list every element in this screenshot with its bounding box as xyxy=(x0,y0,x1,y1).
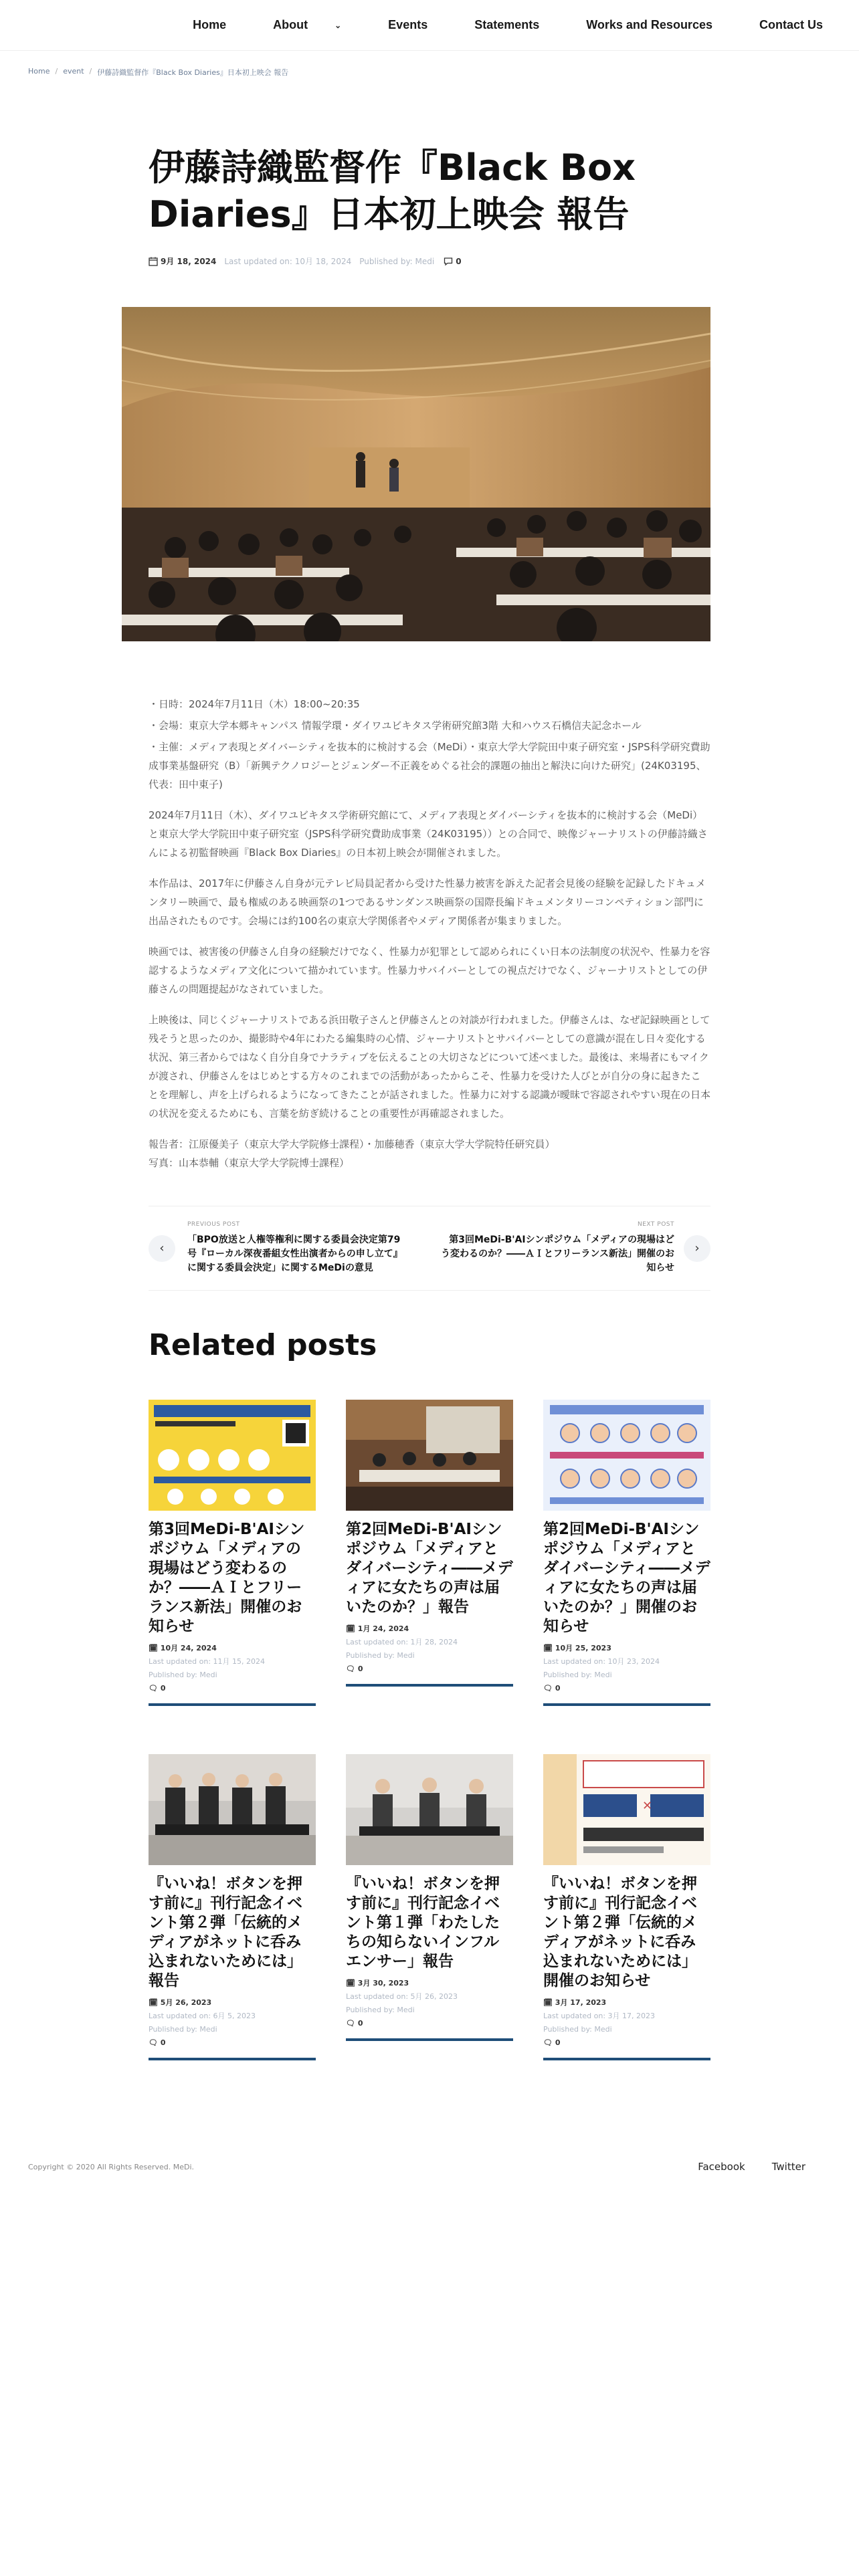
card-underline xyxy=(543,1703,710,1706)
article xyxy=(149,144,710,1172)
previous-post-link[interactable] xyxy=(149,1221,418,1275)
card-underline xyxy=(543,2058,710,2060)
related-post-updated: Last updated on: 5月 26, 2023 xyxy=(346,1992,458,2001)
comment-icon: 🗨 xyxy=(149,1684,158,1693)
facebook-link[interactable]: Facebook xyxy=(698,2161,745,2173)
related-post-date: 🗓 1月 24, 2024 xyxy=(346,1624,409,1633)
related-post-title[interactable]: 『いいね！ボタンを押す前に』刊行記念イベント第１弾「わたしたちの知らないインフルエンサー」報告 xyxy=(346,1875,500,1970)
related-post-title[interactable]: 第3回MeDi-B'AIシンポジウム「メディアの現場はどう変わるのか？――ＡＩとフリーランス新法」開催のお知らせ xyxy=(149,1521,305,1635)
article-paragraph: 映画では、被害後の伊藤さん自身の経験だけでなく、性暴力が犯罪として認められにくい日本の法制度の状況や、性暴力を容認するようなメディア文化について描かれています。性暴力サバイバーとしての視点だけでなく、ジャーナリストとしての伊藤さんの問題提起がなされていました。 xyxy=(149,946,710,995)
related-post-title[interactable]: 『いいね！ボタンを押す前に』刊行記念イベント第２弾「伝統的メディアがネットに呑み込まれないためには」報告 xyxy=(149,1875,302,1990)
related-post-updated: Last updated on: 11月 15, 2024 xyxy=(149,1657,266,1666)
calendar-icon xyxy=(149,257,158,266)
breadcrumb-home[interactable]: Home xyxy=(28,67,50,76)
related-post-thumbnail[interactable] xyxy=(346,1754,513,1865)
previous-post-label: PREVIOUS POST xyxy=(187,1221,240,1228)
related-post-title[interactable]: 第2回MeDi-B'AIシンポジウム「メディアとダイバーシティ――メディアに女たちの声は届いたのか？」報告 xyxy=(346,1521,513,1616)
related-post-meta xyxy=(543,1642,710,1695)
comment-icon xyxy=(444,257,453,266)
chevron-left-icon[interactable]: ‹ xyxy=(149,1235,175,1262)
breadcrumb-current: 伊藤詩織監督作『Black Box Diaries』日本初上映会 報告 xyxy=(97,68,289,77)
reporter-credit: 報告者：江原優美子（東京大学大学院修士課程）・加藤穂香（東京大学大学院特任研究員） xyxy=(149,1138,555,1150)
related-post-date: 🗓 10月 25, 2023 xyxy=(543,1644,611,1652)
related-post-updated: Last updated on: 10月 23, 2024 xyxy=(543,1657,660,1666)
related-post-card xyxy=(149,1754,316,2060)
comment-icon: 🗨 xyxy=(346,2019,355,2028)
chevron-right-icon[interactable]: › xyxy=(684,1235,710,1262)
symposium-flyer-image xyxy=(149,1400,316,1511)
comment-icon: 🗨 xyxy=(543,2038,553,2047)
related-post-title[interactable]: 『いいね！ボタンを押す前に』刊行記念イベント第２弾「伝統的メディアがネットに呑み込まれないためには」開催のお知らせ xyxy=(543,1875,697,1990)
twitter-link[interactable]: Twitter xyxy=(771,2161,805,2173)
symposium-flyer-image xyxy=(543,1400,710,1511)
chevron-down-icon[interactable]: ⌄ xyxy=(335,20,342,30)
site-footer xyxy=(0,2161,859,2413)
related-post-card xyxy=(346,1400,513,1706)
related-post-updated: Last updated on: 3月 17, 2023 xyxy=(543,2012,656,2020)
related-post-thumbnail[interactable] xyxy=(149,1400,316,1511)
related-post-meta xyxy=(346,1977,513,2030)
card-underline xyxy=(346,1684,513,1687)
nav-about[interactable] xyxy=(273,18,341,32)
post-author[interactable]: Published by: Medi xyxy=(359,256,435,266)
breadcrumb-separator: / xyxy=(89,67,92,76)
next-post-link[interactable] xyxy=(441,1221,710,1275)
related-post-date: 🗓 10月 24, 2024 xyxy=(149,1644,217,1652)
event-info xyxy=(149,695,710,794)
related-post-card xyxy=(346,1754,513,2060)
related-post-comments[interactable]: 🗨 0 xyxy=(346,2019,363,2028)
related-post-thumbnail[interactable] xyxy=(346,1400,513,1511)
event-organizer-line: ・主催：メディア表現とダイバーシティを抜本的に検討する会（MeDi）・東京大学大学院田中東子研究室・JSPS科学研究費助成事業基盤研究（B）「新興テクノロジーとジェンダー不正義をめぐる社会的課題の抽出と解決に向けた研究」(24K03195、代表：田中東子) xyxy=(149,741,710,790)
related-posts-heading: Related posts xyxy=(149,1328,377,1362)
comment-count: 0 xyxy=(456,256,462,266)
related-post-thumbnail[interactable] xyxy=(543,1400,710,1511)
card-underline xyxy=(149,1703,316,1706)
post-date: 9月 18, 2024 xyxy=(161,257,217,266)
related-posts xyxy=(149,1328,710,2060)
related-post-date: 🗓 3月 17, 2023 xyxy=(543,1998,607,2007)
event-date-line: ・日時：2024年7月11日（木）18:00~20:35 xyxy=(149,698,360,710)
photo-credit: 写真：山本恭輔（東京大学大学院博士課程） xyxy=(149,1157,350,1169)
nav-contact-us[interactable]: Contact Us xyxy=(759,18,823,31)
related-post-author[interactable]: Published by: Medi xyxy=(346,2006,415,2014)
comment-icon: 🗨 xyxy=(149,2038,158,2047)
card-underline xyxy=(149,2058,316,2060)
related-post-comments[interactable]: 🗨 0 xyxy=(149,1684,166,1693)
next-post-title: 第3回MeDi-B'AIシンポジウム「メディアの現場はどう変わるのか？――ＡＩとフリーランス新法」開催のお知らせ xyxy=(440,1235,674,1273)
related-post-card xyxy=(543,1400,710,1706)
nav-works-and-resources[interactable]: Works and Resources xyxy=(586,18,712,31)
featured-image xyxy=(122,307,710,641)
nav-home[interactable]: Home xyxy=(193,18,227,31)
related-post-updated: Last updated on: 1月 28, 2024 xyxy=(346,1638,458,1646)
related-post-thumbnail[interactable] xyxy=(543,1754,710,1865)
nav-about-label: About xyxy=(273,18,308,31)
breadcrumb-separator: / xyxy=(55,67,58,76)
related-post-comments[interactable]: 🗨 0 xyxy=(346,1665,363,1673)
related-post-updated: Last updated on: 6月 5, 2023 xyxy=(149,2012,256,2020)
article-paragraph: 2024年7月11日（木）、ダイワユビキタス学術研究館にて、メディア表現とダイバーシティを抜本的に検討する会（MeDi）と東京大学大学院田中東子研究室（JSPS科学研究費助成事業（24K03195））との合同で、映像ジャーナリストの伊藤詩織さんによる初監督映画『Black Box Diaries』の日本初上映会が開催されました。 xyxy=(149,809,708,859)
related-post-comments[interactable]: 🗨 0 xyxy=(543,1684,561,1693)
previous-post-title: 「BPO放送と人権等権利に関する委員会決定第79号『ローカル深夜番組女性出演者からの申し立て』に関する委員会決定」に関するMeDiの意見 xyxy=(187,1235,403,1273)
related-post-author[interactable]: Published by: Medi xyxy=(346,1651,415,1660)
related-post-meta xyxy=(149,1996,316,2050)
panel-discussion-photo xyxy=(346,1754,513,1865)
article-body xyxy=(149,695,710,1172)
post-meta xyxy=(149,255,710,267)
event-venue-line: ・会場：東京大学本郷キャンパス 情報学環・ダイワユビキタス学術研究館3階 大和ハウス石橋信夫記念ホール xyxy=(149,720,642,732)
page-title: 伊藤詩織監督作『Black Box Diaries』日本初上映会 報告 xyxy=(149,146,636,235)
post-navigation xyxy=(149,1206,710,1291)
copyright-text: Copyright © 2020 All Rights Reserved. MeDi. xyxy=(28,2162,195,2171)
svg-text:✕: ✕ xyxy=(642,1799,653,1813)
related-post-comments[interactable]: 🗨 0 xyxy=(543,2038,561,2047)
lecture-hall-photo xyxy=(122,307,710,641)
related-post-card xyxy=(543,1754,710,2060)
related-posts-grid xyxy=(149,1400,710,2060)
related-post-title[interactable]: 第2回MeDi-B'AIシンポジウム「メディアとダイバーシティ――メディアに女たちの声は届いたのか？」開催のお知らせ xyxy=(543,1521,710,1635)
top-navigation xyxy=(0,0,859,51)
article-paragraph: 上映後は、同じくジャーナリストである浜田敬子さんと伊藤さんとの対談が行われました。伊藤さんは、なぜ記録映画として残そうと思ったのか、撮影時や4年にわたる編集時の心情、ジャーナリストとサバイバーとしての意識が混在し日々変化する状況、第三者からではなく自分自身でナラティブを伝えることの大切さなどについて述べました。最後は、来場者にもマイクが渡され、伊藤さんをはじめとする方々のこれまでの活動があったからこそ、性暴力を受けた人びとが自分の身に起きたことを理解し、声を上げられるようになってきたことが話されました。性暴力に対する認識が曖昧で容認されやすい現在の日本の状況を変えるためにも、言葉を紡ぎ続けることの重要性が再確認されました。 xyxy=(149,1014,711,1119)
comment-icon: 🗨 xyxy=(346,1665,355,1673)
social-links xyxy=(698,2161,805,2173)
related-post-author[interactable]: Published by: Medi xyxy=(543,1671,612,1679)
post-updated: Last updated on: 10月 18, 2024 xyxy=(224,257,352,266)
nav-events[interactable]: Events xyxy=(388,18,428,31)
event-flyer-image xyxy=(543,1754,710,1865)
breadcrumb-event[interactable]: event xyxy=(63,67,84,76)
related-post-date: 🗓 5月 26, 2023 xyxy=(149,1998,212,2007)
next-post-label: NEXT POST xyxy=(637,1221,674,1228)
related-post-comments[interactable]: 🗨 0 xyxy=(149,2038,166,2047)
comments-link[interactable] xyxy=(444,257,461,266)
related-post-date: 🗓 3月 30, 2023 xyxy=(346,1979,409,1988)
related-post-meta xyxy=(346,1622,513,1676)
related-post-card xyxy=(149,1400,316,1706)
panel-discussion-photo xyxy=(149,1754,316,1865)
related-post-author[interactable]: Published by: Medi xyxy=(149,1671,217,1679)
comment-icon: 🗨 xyxy=(543,1684,553,1693)
breadcrumb xyxy=(0,51,859,78)
panel-discussion-photo xyxy=(346,1400,513,1511)
credits xyxy=(149,1135,710,1172)
card-underline xyxy=(346,2038,513,2041)
related-post-meta xyxy=(149,1642,316,1695)
related-post-author[interactable]: Published by: Medi xyxy=(543,2025,612,2034)
related-post-author[interactable]: Published by: Medi xyxy=(149,2025,217,2034)
article-paragraph: 本作品は、2017年に伊藤さん自身が元テレビ局員記者から受けた性暴力被害を訴えた記者会見後の経験を記録したドキュメンタリー映画で、最も権威のある映画祭の1つであるサンダンス映画祭の国際長編ドキュメンタリーコンペティション部門に出品されたものです。会場には約100名の東京大学関係者やメディア関係者が集まりました。 xyxy=(149,877,706,927)
nav-statements[interactable]: Statements xyxy=(474,18,540,31)
related-post-thumbnail[interactable] xyxy=(149,1754,316,1865)
related-post-meta xyxy=(543,1996,710,2050)
